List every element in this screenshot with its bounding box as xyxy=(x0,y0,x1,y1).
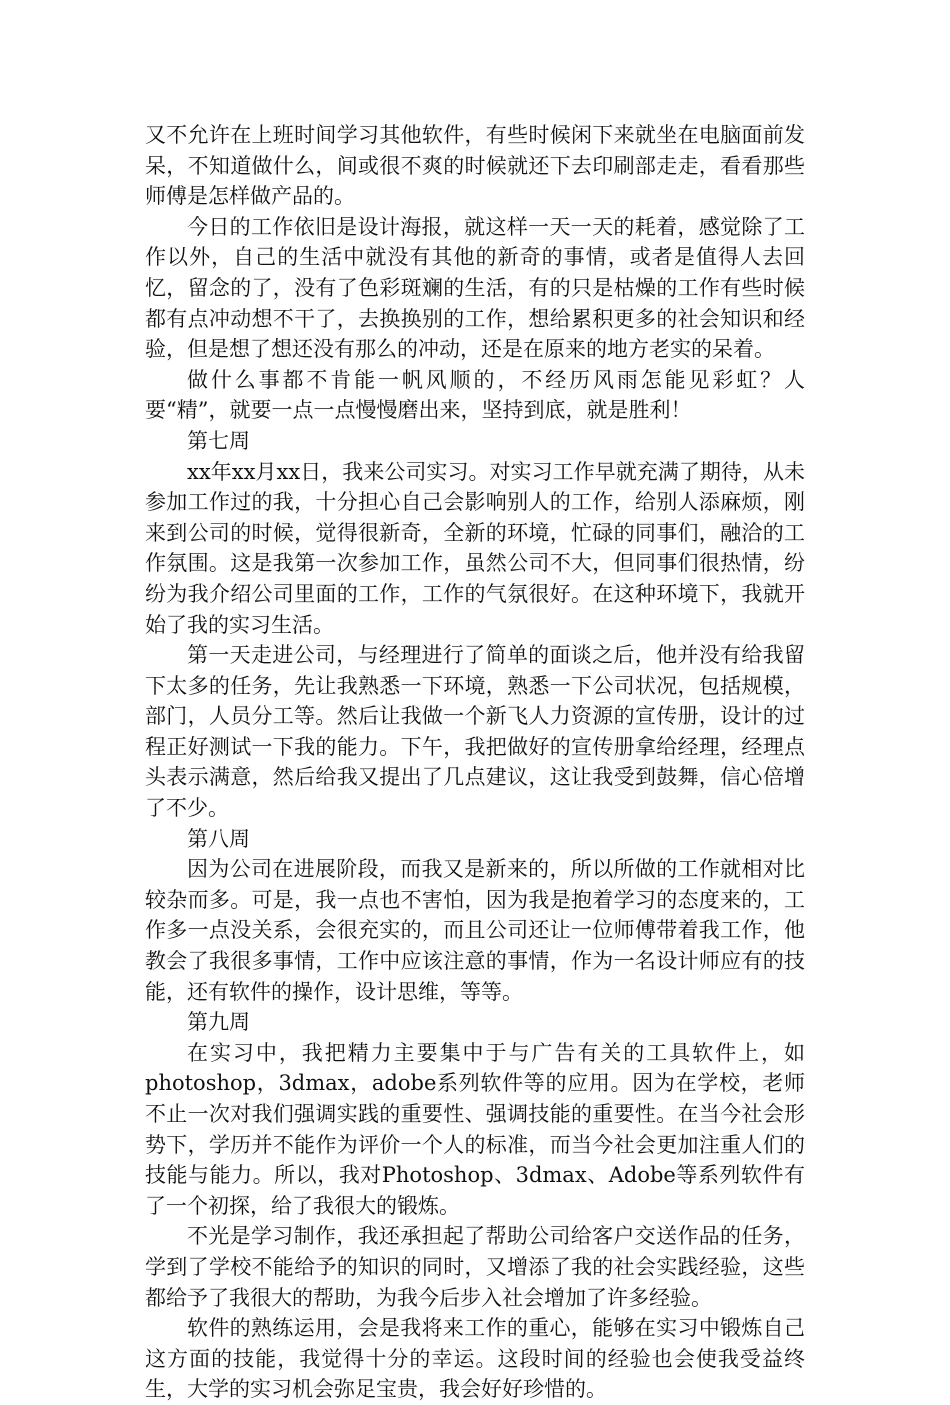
paragraph: 不光是学习制作，我还承担起了帮助公司给客户交送作品的任务，学到了学校不能给予的知识的同时，又增添了我的社会实践经验，这些都给予了我很大的帮助，为我今后步入社会增加了许多经验。 xyxy=(145,1224,805,1310)
paragraph: 今日的工作依旧是设计海报，就这样一天一天的耗着，感觉除了工作以外，自己的生活中就没有其他的新奇的事情，或者是值得人去回忆，留念的了，没有了色彩斑斓的生活，有的只是枯燥的工作有些时候都有点冲动想不干了，去换换别的工作，想给累积更多的社会知识和经验，但是想了想还没有那么的冲动，还是在原来的地方老实的呆着。 xyxy=(145,214,805,362)
document-page xyxy=(145,120,805,1405)
paragraph: 第一天走进公司，与经理进行了简单的面谈之后，他并没有给我留下太多的任务，先让我熟悉一下环境，熟悉一下公司状况，包括规模，部门，人员分工等。然后让我做一个新飞人力资源的宣传册，设计的过程正好测试一下我的能力。下午，我把做好的宣传册拿给经理，经理点头表示满意，然后给我又提出了几点建议，这让我受到鼓舞，信心倍增了不少。 xyxy=(145,643,805,821)
paragraph: 又不允许在上班时间学习其他软件，有些时候闲下来就坐在电脑面前发呆，不知道做什么，间或很不爽的时候就还下去印刷部走走，看看那些师傅是怎样做产品的。 xyxy=(145,123,805,209)
section-heading-week-7: 第七周 xyxy=(187,428,250,453)
paragraph: 软件的熟练运用，会是我将来工作的重心，能够在实习中锻炼自己这方面的技能，我觉得十分的幸运。这段时间的经验也会使我受益终生，大学的实习机会弥足宝贵，我会好好珍惜的。 xyxy=(145,1316,805,1402)
paragraph: xx年xx月xx日，我来公司实习。对实习工作早就充满了期待，从未参加工作过的我，十分担心自己会影响别人的工作，给别人添麻烦，刚来到公司的时候，觉得很新奇，全新的环境，忙碌的同事们，融洽的工作氛围。这是我第一次参加工作，虽然公司不大，但同事们很热情，纷纷为我介绍公司里面的工作，工作的气氛很好。在这种环境下，我就开始了我的实习生活。 xyxy=(145,459,805,637)
section-heading-week-8: 第八周 xyxy=(187,826,250,851)
paragraph: 因为公司在进展阶段，而我又是新来的，所以所做的工作就相对比较杂而多。可是，我一点也不害怕，因为我是抱着学习的态度来的，工作多一点没关系，会很充实的，而且公司还让一位师傅带着我工作，他教会了我很多事情，工作中应该注意的事情，作为一名设计师应有的技能，还有软件的操作，设计思维，等等。 xyxy=(145,857,805,1004)
paragraph: 做什么事都不肯能一帆风顺的，不经历风雨怎能见彩虹？人要“精”，就要一点一点慢慢磨出来，坚持到底，就是胜利！ xyxy=(145,367,805,423)
section-heading-week-9: 第九周 xyxy=(187,1010,250,1035)
paragraph: 在实习中，我把精力主要集中于与广告有关的工具软件上，如photoshop，3dmax，adobe系列软件等的应用。因为在学校，老师不止一次对我们强调实践的重要性、强调技能的重要性。在当今社会形势下，学历并不能作为评价一个人的标准，而当今社会更加注重人们的技能与能力。所以，我对Photoshop、3dmax、Adobe等系列软件有了一个初探，给了我很大的锻炼。 xyxy=(145,1040,805,1218)
